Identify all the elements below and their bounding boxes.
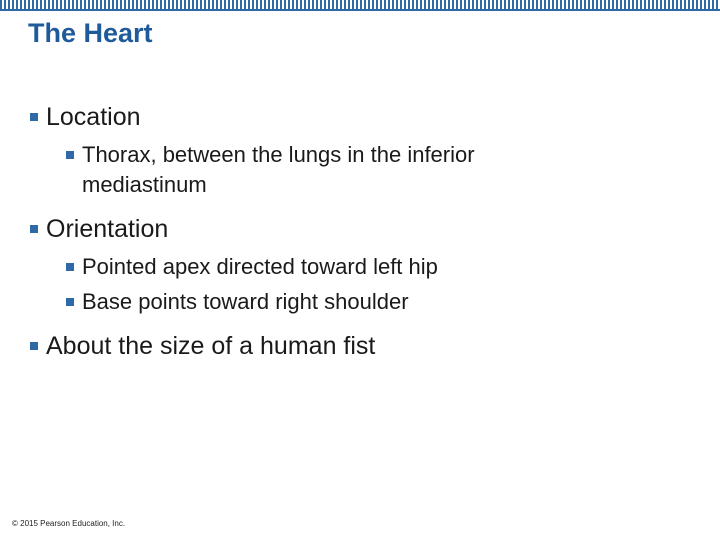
bullet-orientation <box>30 212 690 246</box>
bullet-size <box>30 329 690 363</box>
slide-title: The Heart <box>28 18 153 48</box>
square-bullet-icon <box>66 263 74 271</box>
sub-bullet-apex <box>66 252 690 282</box>
sub-bullet-text: Base points toward right shoulder <box>82 289 409 314</box>
slide-body <box>30 100 690 363</box>
header-stripe <box>0 0 720 9</box>
header-rule <box>0 9 720 11</box>
bullet-text: Location <box>46 103 141 131</box>
sub-bullet-thorax <box>66 140 602 200</box>
square-bullet-icon <box>30 225 38 233</box>
square-bullet-icon <box>66 151 74 159</box>
sub-bullet-text: Pointed apex directed toward left hip <box>82 254 438 279</box>
copyright-footer: © 2015 Pearson Education, Inc. <box>12 519 126 528</box>
bullet-location <box>30 100 690 134</box>
square-bullet-icon <box>66 298 74 306</box>
square-bullet-icon <box>30 113 38 121</box>
bullet-text: Orientation <box>46 215 169 243</box>
square-bullet-icon <box>30 342 38 350</box>
sub-bullet-base <box>66 287 690 317</box>
bullet-text: About the size of a human fist <box>46 332 376 360</box>
sub-bullet-text: Thorax, between the lungs in the inferior mediastinum <box>82 142 475 197</box>
